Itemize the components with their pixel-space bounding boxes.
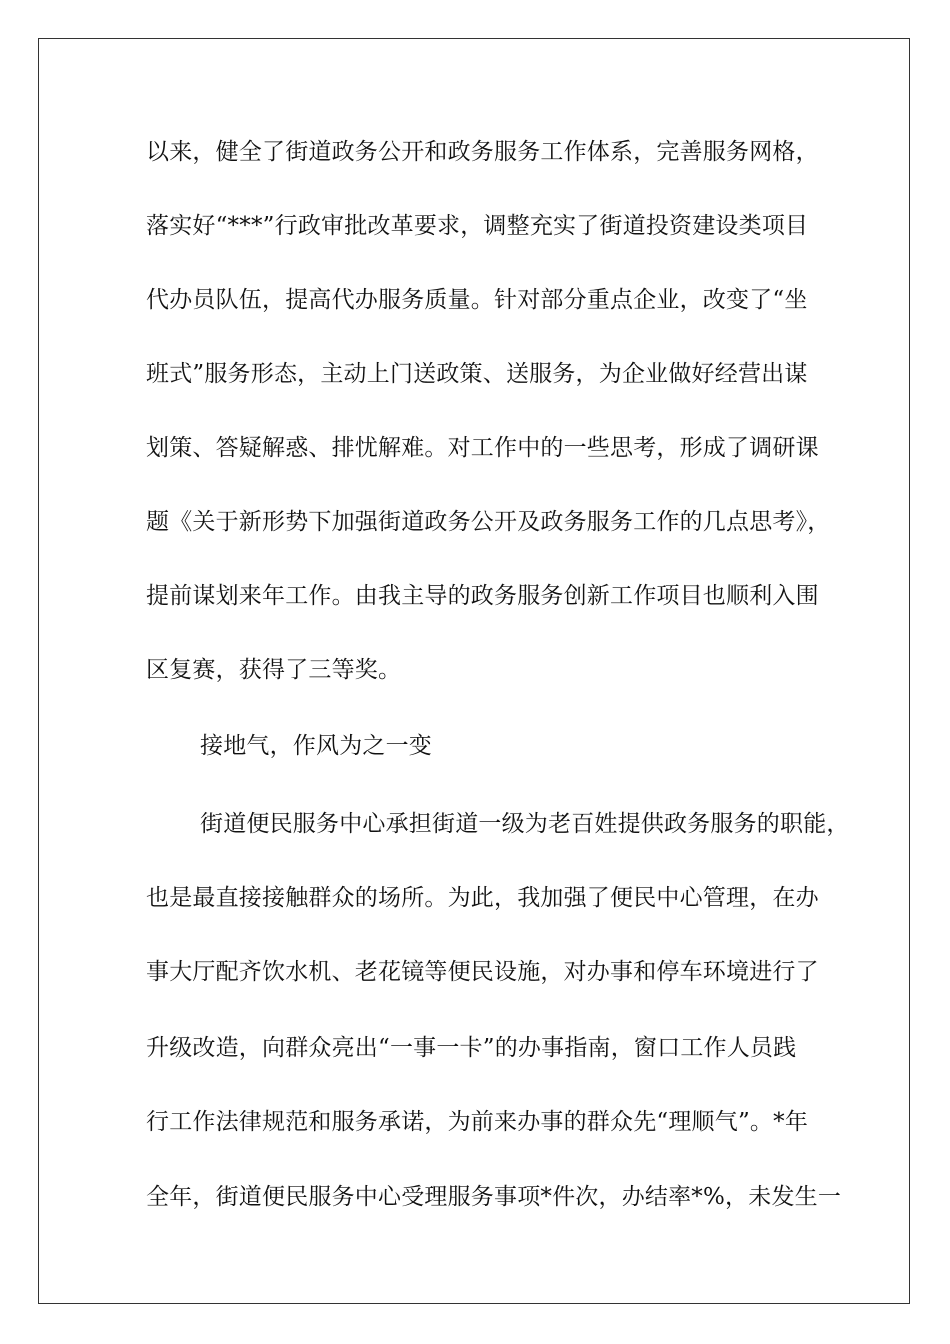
body-text-line: 全年，街道便民服务中心受理服务事项*件次，办结率*%，未发生一 <box>146 1184 842 1210</box>
body-text-line: 代办员队伍，提高代办服务质量。针对部分重点企业，改变了“坐 <box>146 287 808 313</box>
section-heading: 接地气，作风为之一变 <box>200 733 432 759</box>
body-text-line: 划策、答疑解惑、排忧解难。对工作中的一些思考，形成了调研课 <box>146 435 819 461</box>
body-text-line: 行工作法律规范和服务承诺，为前来办事的群众先“理顺气”。*年 <box>146 1109 809 1135</box>
body-text-line: 以来，健全了街道政务公开和政务服务工作体系，完善服务网格， <box>146 139 819 165</box>
body-text-line: 提前谋划来年工作。由我主导的政务服务创新工作项目也顺利入围 <box>146 583 819 609</box>
body-text-line: 街道便民服务中心承担街道一级为老百姓提供政务服务的职能， <box>200 811 850 837</box>
body-text-line: 区复赛，获得了三等奖。 <box>146 657 402 683</box>
body-text-line: 落实好“***”行政审批改革要求，调整充实了街道投资建设类项目 <box>146 213 809 239</box>
body-text-line: 升级改造，向群众亮出“一事一卡”的办事指南，窗口工作人员践 <box>146 1035 797 1061</box>
body-text-line: 题《关于新形势下加强街道政务公开及政务服务工作的几点思考》， <box>146 509 831 535</box>
body-text-line: 事大厅配齐饮水机、老花镜等便民设施，对办事和停车环境进行了 <box>146 959 819 985</box>
body-text-line: 也是最直接接触群众的场所。为此，我加强了便民中心管理，在办 <box>146 885 819 911</box>
body-text-line: 班式”服务形态，主动上门送政策、送服务，为企业做好经营出谋 <box>146 361 808 387</box>
